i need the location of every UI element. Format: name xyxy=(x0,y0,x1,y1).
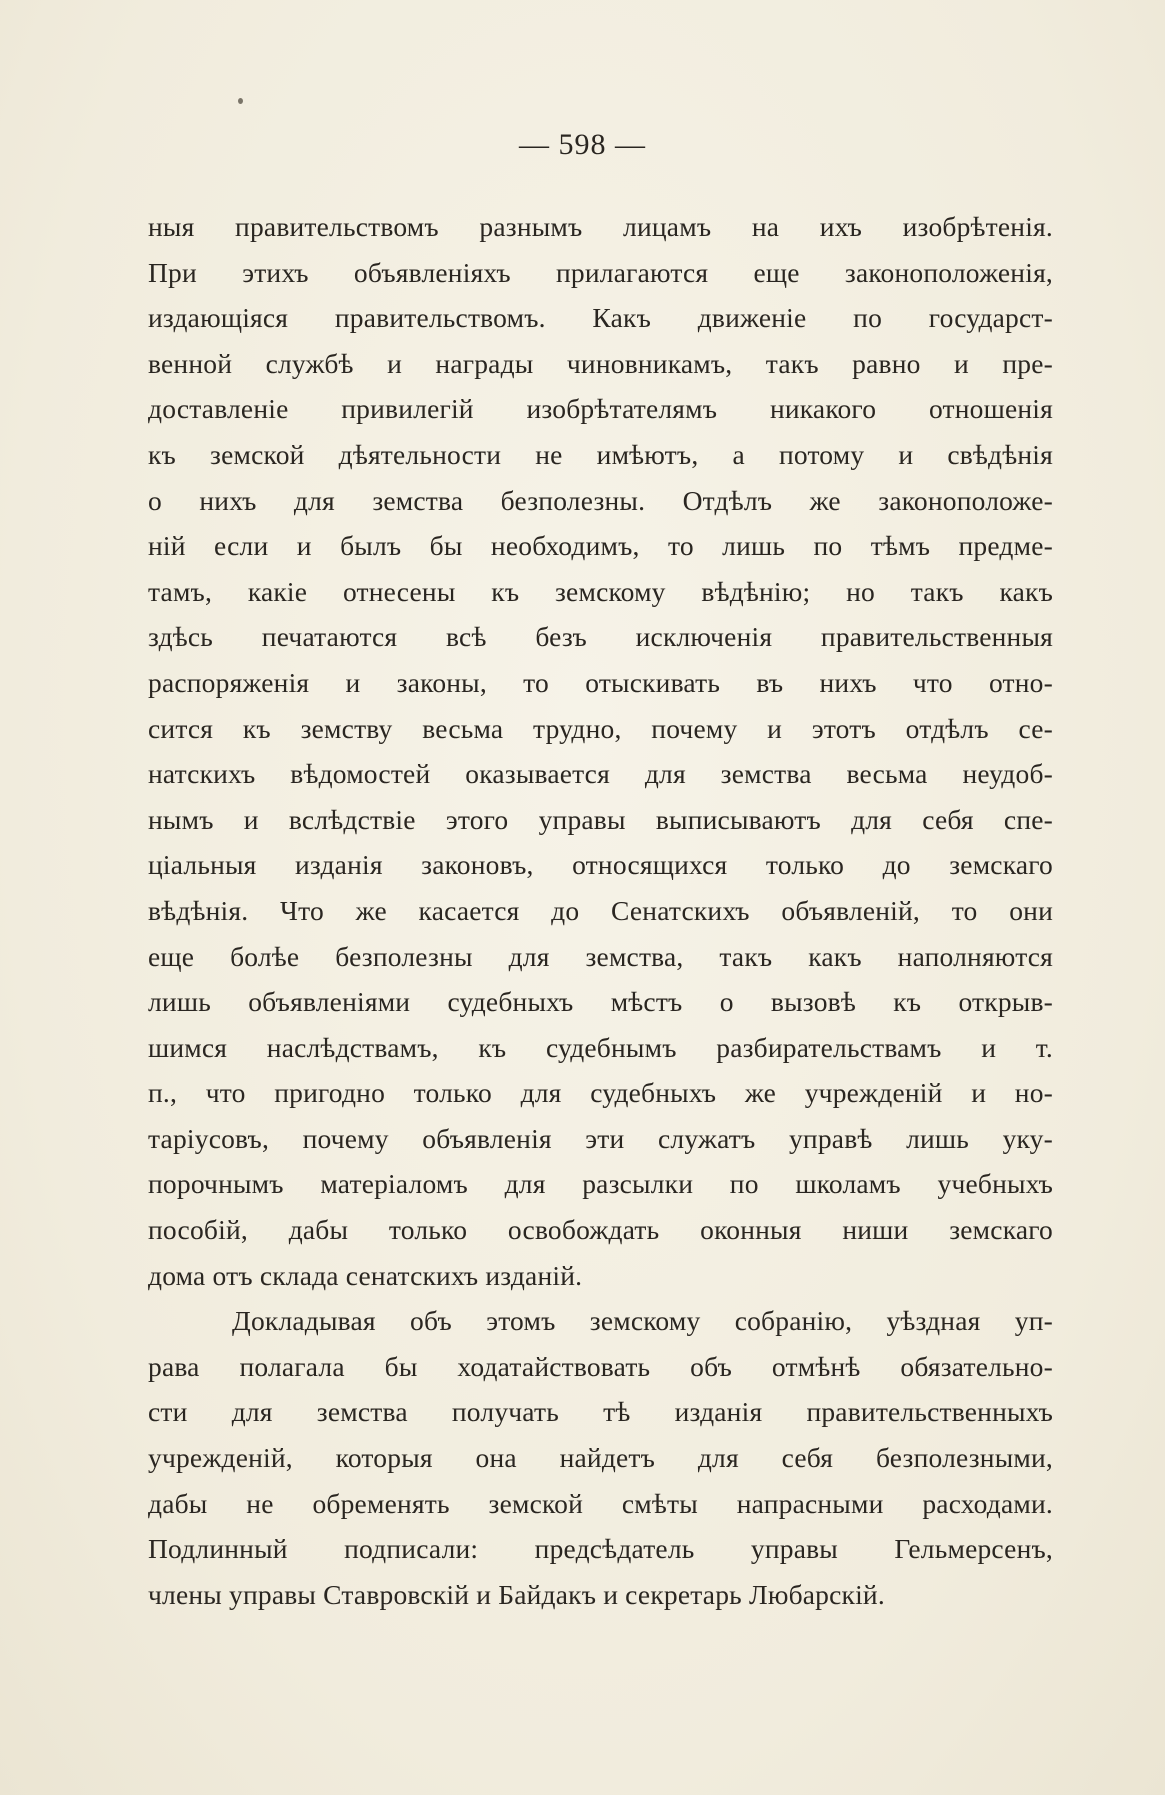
text-line: венной службѣ и награды чиновникамъ, такъ равно и пре- xyxy=(148,347,1053,379)
ink-speck xyxy=(238,98,243,104)
text-line: дабы не обременять земской смѣты напрасными расходами. xyxy=(148,1487,1053,1519)
text-line: къ земской дѣятельности не имѣютъ, а потому и свѣдѣнія xyxy=(148,438,1053,470)
text-line: здѣсь печатаются всѣ безъ исключенія правительственныя xyxy=(148,621,1053,653)
text-line: порочнымъ матеріаломъ для разсылки по школамъ учебныхъ xyxy=(148,1168,1053,1200)
paragraph-first-line: Докладывая объ этомъ земскому собранію, уѣздная уп- xyxy=(232,1305,1053,1337)
text-line: натскихъ вѣдомостей оказывается для земства весьма неудоб- xyxy=(148,758,1053,790)
text-line: доставленіе привилегій изобрѣтателямъ никакого отношенія xyxy=(148,393,1053,425)
text-line: таріусовъ, почему объявленія эти служатъ управѣ лишь уку- xyxy=(148,1122,1053,1154)
text-line: вѣдѣнія. Что же касается до Сенатскихъ объявленій, то они xyxy=(148,894,1053,926)
text-line: о нихъ для земства безполезны. Отдѣлъ же законоположе- xyxy=(148,484,1053,516)
text-line: Подлинный подписали: предсѣдатель управы Гельмерсенъ, xyxy=(148,1533,1053,1565)
text-line: сится къ земству весьма трудно, почему и этотъ отдѣлъ се- xyxy=(148,712,1053,744)
page-number: — 598 — xyxy=(519,128,646,161)
text-line: ныя правительствомъ разнымъ лицамъ на ихъ изобрѣтенія. xyxy=(148,211,1053,242)
text-line: тамъ, какіе отнесены къ земскому вѣдѣнію; но такъ какъ xyxy=(148,575,1053,607)
text-line: дома отъ склада сенатскихъ изданій. xyxy=(148,1259,583,1291)
text-line: нымъ и вслѣдствіе этого управы выписываютъ для себя спе- xyxy=(148,803,1053,835)
body-text xyxy=(148,204,1053,1617)
text-line: пособій, дабы только освобождать оконныя ниши земскаго xyxy=(148,1214,1053,1246)
text-line: еще болѣе безполезны для земства, такъ какъ наполняются xyxy=(148,940,1053,972)
text-line: сти для земства получать тѣ изданія правительственныхъ xyxy=(148,1396,1053,1428)
text-line: лишь объявленіями судебныхъ мѣстъ о вызовѣ къ открыв- xyxy=(148,986,1053,1018)
text-line: распоряженія и законы, то отыскивать въ нихъ что отно- xyxy=(148,666,1053,698)
text-line: п., что пригодно только для судебныхъ же учрежденій и но- xyxy=(148,1077,1053,1109)
text-line: шимся наслѣдствамъ, къ судебнымъ разбирательствамъ и т. xyxy=(148,1031,1053,1063)
text-line: издающіяся правительствомъ. Какъ движеніе по государст- xyxy=(148,302,1053,334)
text-line: члены управы Ставровскій и Байдакъ и секретарь Любарскій. xyxy=(148,1578,885,1610)
text-line: ній если и былъ бы необходимъ, то лишь по тѣмъ предме- xyxy=(148,530,1053,562)
text-line: ціальныя изданія законовъ, относящихся только до земскаго xyxy=(148,849,1053,881)
text-line: При этихъ объявленіяхъ прилагаются еще законоположенія, xyxy=(148,256,1053,288)
text-line: рава полагала бы ходатайствовать объ отмѣнѣ обязательно- xyxy=(148,1350,1053,1382)
text-line: учрежденій, которыя она найдетъ для себя безполезными, xyxy=(148,1442,1053,1474)
